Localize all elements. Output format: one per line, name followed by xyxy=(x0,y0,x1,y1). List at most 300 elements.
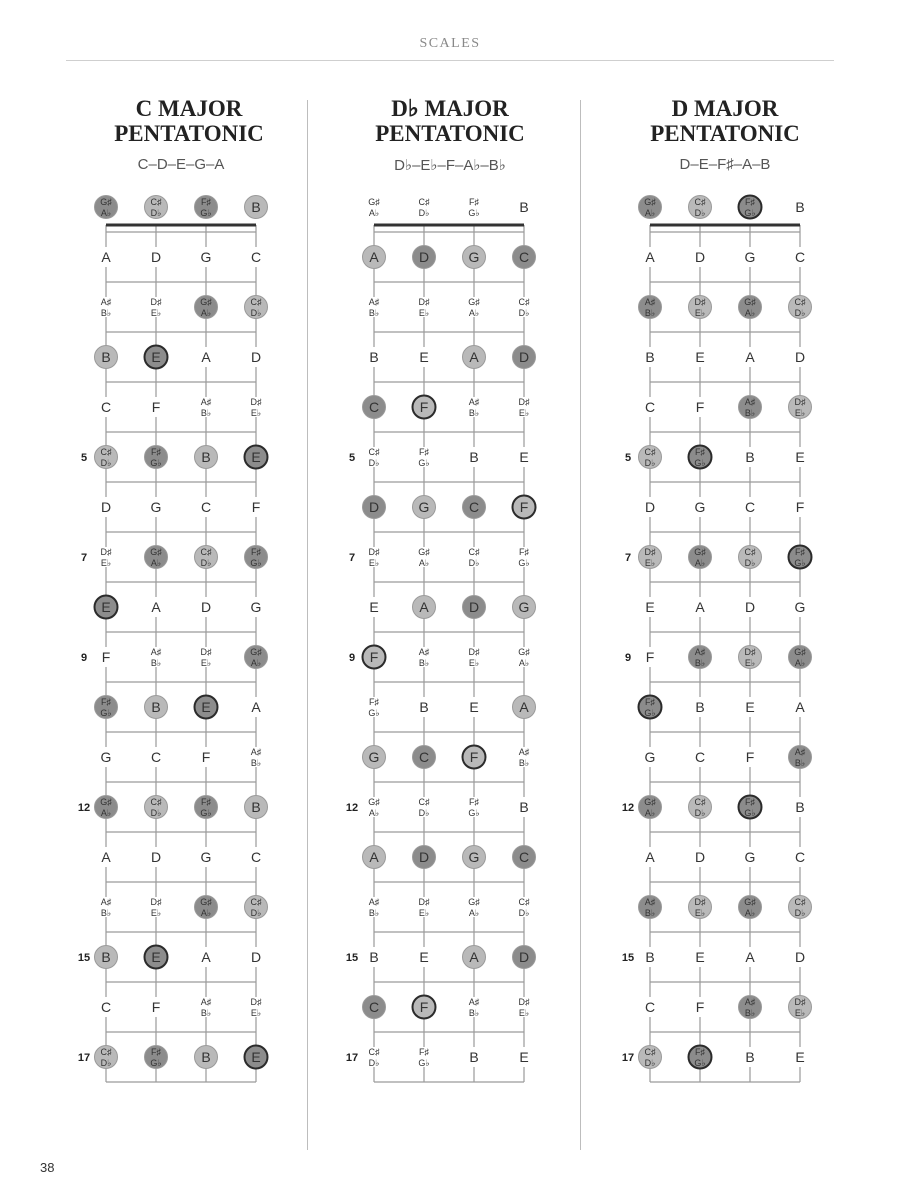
fret-marker-12: 12 xyxy=(77,802,91,814)
note-label-sharp: D♯ xyxy=(644,547,656,557)
note-label xyxy=(250,647,262,668)
note-label xyxy=(694,447,705,468)
note-label-sharp: G♯ xyxy=(100,797,112,807)
note-label xyxy=(745,997,756,1018)
fret-marker-5: 5 xyxy=(348,452,356,464)
note-label-sharp: C♯ xyxy=(694,197,706,207)
note-label: D xyxy=(200,599,212,615)
note-label-sharp: C♯ xyxy=(694,797,706,807)
section-header: SCALES xyxy=(419,36,481,51)
note-label: G xyxy=(368,749,380,765)
note-label: B xyxy=(795,799,805,815)
note-label: E xyxy=(469,699,479,715)
note-label-sharp: C♯ xyxy=(518,297,530,307)
note-label-sharp: D♯ xyxy=(794,397,806,407)
note-label xyxy=(101,1047,112,1068)
note-label xyxy=(369,1047,380,1068)
note-label-sharp: C♯ xyxy=(644,447,656,457)
note-label xyxy=(744,797,755,818)
note-label-sharp: F♯ xyxy=(369,697,379,707)
note-label-flat: A♭ xyxy=(418,558,430,568)
note-label: C xyxy=(644,999,656,1015)
note-label: E xyxy=(519,1049,529,1065)
note-label xyxy=(469,647,480,668)
note-label xyxy=(795,997,806,1018)
note-label: E xyxy=(251,449,261,465)
note-label-sharp: C♯ xyxy=(794,297,806,307)
note-label xyxy=(251,297,262,318)
note-label-flat: B♭ xyxy=(794,758,806,768)
note-label-flat: D♭ xyxy=(250,908,262,918)
note-label-flat: A♭ xyxy=(644,208,656,218)
note-label-sharp: D♯ xyxy=(250,397,262,407)
note-label-flat: A♭ xyxy=(468,908,480,918)
note-label-sharp: D♯ xyxy=(368,547,380,557)
note-label: B xyxy=(469,1049,479,1065)
note-label: B xyxy=(201,1049,211,1065)
note-label-flat: A♭ xyxy=(794,658,806,668)
note-label-flat: G♭ xyxy=(744,208,756,218)
note-label: C xyxy=(150,749,162,765)
note-label-flat: G♭ xyxy=(200,808,212,818)
note-label-flat: E♭ xyxy=(368,558,380,568)
note-label: D xyxy=(368,499,380,515)
note-label-flat: E♭ xyxy=(250,408,262,418)
note-label-sharp: C♯ xyxy=(100,1047,112,1057)
note-label xyxy=(795,397,806,418)
note-label xyxy=(645,547,656,568)
note-label-sharp: A♯ xyxy=(744,397,756,407)
fret-marker-5: 5 xyxy=(624,452,632,464)
fret-marker-15: 15 xyxy=(77,952,91,964)
note-label-sharp: A♯ xyxy=(100,297,112,307)
note-label xyxy=(201,647,212,668)
note-label: G xyxy=(468,249,480,265)
note-label: D xyxy=(100,499,112,515)
note-label-sharp: C♯ xyxy=(418,797,430,807)
note-label-sharp: C♯ xyxy=(794,897,806,907)
note-label-flat: E♭ xyxy=(694,308,706,318)
note-label: F xyxy=(695,399,705,415)
note-label-sharp: D♯ xyxy=(694,297,706,307)
note-label-sharp: D♯ xyxy=(468,647,480,657)
note-label xyxy=(518,647,530,668)
note-label: A xyxy=(519,699,529,715)
note-label-flat: G♭ xyxy=(468,808,480,818)
note-label-flat: E♭ xyxy=(100,558,112,568)
note-label-sharp: G♯ xyxy=(100,197,112,207)
note-label-flat: D♭ xyxy=(644,1058,656,1068)
note-label-sharp: C♯ xyxy=(468,547,480,557)
note-label: B xyxy=(745,1049,755,1065)
note-label-flat: A♭ xyxy=(468,308,480,318)
note-label: G xyxy=(694,499,706,515)
note-label: C xyxy=(694,749,706,765)
note-label-flat: E♭ xyxy=(200,658,212,668)
note-label: G xyxy=(200,849,212,865)
note-label-flat: E♭ xyxy=(250,1008,262,1018)
note-label xyxy=(418,1047,429,1068)
note-label xyxy=(519,297,530,318)
fret-marker-12: 12 xyxy=(345,802,359,814)
note-label xyxy=(469,547,480,568)
note-label: C xyxy=(368,399,380,415)
note-label xyxy=(251,397,262,418)
note-label-sharp: D♯ xyxy=(150,297,162,307)
note-label: C xyxy=(418,749,430,765)
note-label: A xyxy=(101,249,111,265)
note-label-sharp: C♯ xyxy=(368,447,380,457)
note-label xyxy=(795,897,806,918)
note-label-sharp: A♯ xyxy=(368,297,380,307)
note-label-flat: G♭ xyxy=(694,458,706,468)
note-label xyxy=(250,547,261,568)
note-label xyxy=(695,797,706,818)
db-major-notes: D♭–E♭–F–A♭–B♭ xyxy=(394,157,506,174)
note-label: G xyxy=(150,499,162,515)
note-label-sharp: A♯ xyxy=(418,647,430,657)
note-label: B xyxy=(419,699,429,715)
note-label-flat: B♭ xyxy=(250,758,262,768)
note-label: B xyxy=(201,449,211,465)
note-label xyxy=(468,197,479,218)
note-label-flat: D♭ xyxy=(518,908,530,918)
db-major-title-line1: D♭ MAJOR xyxy=(391,96,509,121)
note-label xyxy=(644,697,655,718)
note-label-flat: G♭ xyxy=(150,1058,162,1068)
note-label-flat: D♭ xyxy=(150,208,162,218)
note-label: B xyxy=(745,449,755,465)
note-label: C xyxy=(744,499,756,515)
note-label xyxy=(645,447,656,468)
note-label-sharp: F♯ xyxy=(695,1047,705,1057)
fret-marker-7: 7 xyxy=(624,552,632,564)
note-label xyxy=(200,197,211,218)
note-label: E xyxy=(645,599,655,615)
note-label-sharp: F♯ xyxy=(519,547,529,557)
note-label-flat: A♭ xyxy=(744,908,756,918)
note-label xyxy=(418,447,429,468)
note-label: B xyxy=(695,699,705,715)
note-label xyxy=(419,897,430,918)
note-label-sharp: F♯ xyxy=(151,1047,161,1057)
note-label: A xyxy=(745,949,755,965)
note-label xyxy=(468,297,480,318)
note-label: D xyxy=(794,949,806,965)
fret-marker-7: 7 xyxy=(348,552,356,564)
note-label: C xyxy=(250,849,262,865)
note-label: B xyxy=(469,449,479,465)
note-label-sharp: G♯ xyxy=(644,797,656,807)
note-label xyxy=(745,397,756,418)
fret-marker-7: 7 xyxy=(80,552,88,564)
db-major-title-line2: PENTATONIC xyxy=(375,121,525,146)
note-label-flat: D♭ xyxy=(100,458,112,468)
note-label-sharp: A♯ xyxy=(644,297,656,307)
note-label: E xyxy=(251,1049,261,1065)
note-label xyxy=(101,897,112,918)
note-label-sharp: D♯ xyxy=(200,647,212,657)
note-label-flat: G♭ xyxy=(644,708,656,718)
note-label: D xyxy=(150,849,162,865)
note-label xyxy=(200,897,212,918)
note-label-sharp: C♯ xyxy=(250,897,262,907)
note-label-flat: G♭ xyxy=(794,558,806,568)
note-label-flat: E♭ xyxy=(518,1008,530,1018)
note-label: C xyxy=(368,999,380,1015)
note-label: D xyxy=(794,349,806,365)
note-label-sharp: F♯ xyxy=(419,1047,429,1057)
fret-marker-9: 9 xyxy=(348,652,356,664)
note-label xyxy=(744,897,756,918)
note-label xyxy=(469,397,480,418)
note-label-sharp: A♯ xyxy=(368,897,380,907)
note-label: D xyxy=(518,349,530,365)
note-label-flat: B♭ xyxy=(644,908,656,918)
note-label: F xyxy=(369,649,379,665)
note-label-flat: D♭ xyxy=(644,458,656,468)
note-label: B xyxy=(251,799,261,815)
note-label xyxy=(100,797,112,818)
note-label-sharp: A♯ xyxy=(150,647,162,657)
note-label xyxy=(519,997,530,1018)
note-label: E xyxy=(745,699,755,715)
note-label-flat: D♭ xyxy=(368,1058,380,1068)
d-major-title-line2: PENTATONIC xyxy=(650,121,800,146)
note-label-sharp: C♯ xyxy=(518,897,530,907)
note-label-flat: D♭ xyxy=(744,558,756,568)
note-label-flat: B♭ xyxy=(518,758,530,768)
c-major-title-line2: PENTATONIC xyxy=(114,121,264,146)
note-label xyxy=(744,197,755,218)
note-label-flat: D♭ xyxy=(150,808,162,818)
note-label-flat: D♭ xyxy=(100,1058,112,1068)
note-label-sharp: C♯ xyxy=(368,1047,380,1057)
note-label-flat: A♭ xyxy=(150,558,162,568)
fret-marker-17: 17 xyxy=(345,1052,359,1064)
note-label-flat: E♭ xyxy=(794,408,806,418)
note-label: F xyxy=(151,399,161,415)
note-label-sharp: C♯ xyxy=(744,547,756,557)
note-label-sharp: D♯ xyxy=(150,897,162,907)
note-label-sharp: A♯ xyxy=(694,647,706,657)
note-label-sharp: A♯ xyxy=(644,897,656,907)
note-label: B xyxy=(101,349,111,365)
fret-marker-9: 9 xyxy=(80,652,88,664)
note-label: G xyxy=(518,599,530,615)
note-label: E xyxy=(795,1049,805,1065)
note-label: A xyxy=(469,949,479,965)
note-label: D xyxy=(694,849,706,865)
c-major-notes: C–D–E–G–A xyxy=(137,156,225,173)
note-label xyxy=(369,897,380,918)
note-label xyxy=(794,647,806,668)
note-label: C xyxy=(100,999,112,1015)
note-label xyxy=(469,997,480,1018)
note-label: F xyxy=(745,749,755,765)
note-label: G xyxy=(468,849,480,865)
note-label-flat: A♭ xyxy=(100,208,112,218)
note-label: A xyxy=(745,349,755,365)
note-label-flat: E♭ xyxy=(744,658,756,668)
note-label xyxy=(201,397,212,418)
note-label-sharp: G♯ xyxy=(200,897,212,907)
note-label-flat: E♭ xyxy=(644,558,656,568)
note-label: D xyxy=(250,949,262,965)
fret-marker-12: 12 xyxy=(621,802,635,814)
note-label: A xyxy=(201,949,211,965)
note-label xyxy=(251,897,262,918)
note-label xyxy=(645,297,656,318)
note-label: F xyxy=(419,399,429,415)
note-label xyxy=(795,297,806,318)
note-label-flat: A♭ xyxy=(518,658,530,668)
note-label-sharp: A♯ xyxy=(200,997,212,1007)
note-label-flat: E♭ xyxy=(468,658,480,668)
note-label: F xyxy=(645,649,655,665)
note-label-sharp: G♯ xyxy=(744,897,756,907)
note-label xyxy=(645,1047,656,1068)
note-label-flat: G♭ xyxy=(150,458,162,468)
note-label: D xyxy=(644,499,656,515)
note-label: E xyxy=(101,599,111,615)
fret-marker-17: 17 xyxy=(621,1052,635,1064)
note-label-sharp: D♯ xyxy=(418,297,430,307)
note-label: A xyxy=(369,849,379,865)
note-label-flat: D♭ xyxy=(200,558,212,568)
note-label: E xyxy=(201,699,211,715)
note-label-flat: E♭ xyxy=(150,908,162,918)
d-major-title-line1: D MAJOR xyxy=(671,96,779,121)
note-label-sharp: G♯ xyxy=(250,647,262,657)
note-label-sharp: A♯ xyxy=(518,747,530,757)
note-label-sharp: D♯ xyxy=(418,897,430,907)
note-label xyxy=(695,897,706,918)
note-label-flat: D♭ xyxy=(418,808,430,818)
note-label-flat: G♭ xyxy=(418,1058,430,1068)
note-label: B xyxy=(369,949,379,965)
fret-marker-9: 9 xyxy=(624,652,632,664)
note-label: D xyxy=(744,599,756,615)
note-label: G xyxy=(200,249,212,265)
note-label xyxy=(694,1047,705,1068)
note-label-sharp: A♯ xyxy=(100,897,112,907)
note-label: G xyxy=(744,849,756,865)
note-label-flat: B♭ xyxy=(468,1008,480,1018)
note-label-sharp: D♯ xyxy=(250,997,262,1007)
fret-marker-15: 15 xyxy=(621,952,635,964)
note-label-flat: G♭ xyxy=(368,708,380,718)
note-label-sharp: D♯ xyxy=(794,997,806,1007)
note-label: A xyxy=(101,849,111,865)
note-label: C xyxy=(518,249,530,265)
note-label-flat: B♭ xyxy=(468,408,480,418)
note-label xyxy=(694,547,706,568)
note-label: A xyxy=(151,599,161,615)
note-label: E xyxy=(695,349,705,365)
note-label-sharp: D♯ xyxy=(694,897,706,907)
note-label-sharp: F♯ xyxy=(745,197,755,207)
c-major-title-line1: C MAJOR xyxy=(135,96,243,121)
note-label-sharp: A♯ xyxy=(250,747,262,757)
note-label-sharp: G♯ xyxy=(468,297,480,307)
note-label xyxy=(368,697,379,718)
note-label: B xyxy=(251,199,261,215)
note-label-flat: D♭ xyxy=(368,458,380,468)
note-label: G xyxy=(250,599,262,615)
note-label: D xyxy=(418,249,430,265)
note-label: F xyxy=(469,749,479,765)
note-label-sharp: G♯ xyxy=(794,647,806,657)
note-label-flat: G♭ xyxy=(200,208,212,218)
note-label: D xyxy=(250,349,262,365)
note-label-flat: B♭ xyxy=(100,908,112,918)
note-label xyxy=(418,547,430,568)
note-label-sharp: C♯ xyxy=(200,547,212,557)
note-label-sharp: F♯ xyxy=(419,447,429,457)
note-label-flat: B♭ xyxy=(368,308,380,318)
note-label xyxy=(200,297,212,318)
note-label: A xyxy=(469,349,479,365)
note-label-flat: A♭ xyxy=(644,808,656,818)
note-label xyxy=(519,747,530,768)
note-label-sharp: C♯ xyxy=(100,447,112,457)
note-label-sharp: F♯ xyxy=(469,197,479,207)
note-label-sharp: F♯ xyxy=(201,797,211,807)
note-label: D xyxy=(518,949,530,965)
note-label-sharp: G♯ xyxy=(518,647,530,657)
note-label-sharp: A♯ xyxy=(794,747,806,757)
note-label: B xyxy=(101,949,111,965)
note-label: C xyxy=(250,249,262,265)
note-label-flat: A♭ xyxy=(368,808,380,818)
note-label-flat: B♭ xyxy=(418,658,430,668)
note-label-sharp: A♯ xyxy=(468,997,480,1007)
note-label: B xyxy=(369,349,379,365)
note-label-flat: G♭ xyxy=(418,458,430,468)
note-label-flat: B♭ xyxy=(744,408,756,418)
note-label: C xyxy=(794,849,806,865)
note-label: F xyxy=(419,999,429,1015)
note-label-sharp: G♯ xyxy=(744,297,756,307)
note-label-flat: D♭ xyxy=(694,208,706,218)
db-major-fretboard xyxy=(346,197,536,1082)
note-label-flat: D♭ xyxy=(794,308,806,318)
note-label: A xyxy=(251,699,261,715)
note-label xyxy=(468,897,480,918)
note-label xyxy=(150,447,161,468)
note-label: F xyxy=(795,499,805,515)
note-label xyxy=(251,997,262,1018)
note-label: E xyxy=(151,349,161,365)
note-label xyxy=(101,447,112,468)
page-number: 38 xyxy=(40,1160,55,1175)
note-label xyxy=(151,897,162,918)
note-label-sharp: F♯ xyxy=(101,697,111,707)
note-label xyxy=(695,197,706,218)
note-label xyxy=(695,647,706,668)
note-label xyxy=(201,997,212,1018)
note-label-sharp: C♯ xyxy=(644,1047,656,1057)
note-label xyxy=(518,547,529,568)
note-label: A xyxy=(645,249,655,265)
note-label-flat: D♭ xyxy=(250,308,262,318)
note-label: A xyxy=(695,599,705,615)
note-label xyxy=(419,297,430,318)
note-label-sharp: C♯ xyxy=(150,197,162,207)
note-label-flat: B♭ xyxy=(200,1008,212,1018)
note-label: C xyxy=(100,399,112,415)
